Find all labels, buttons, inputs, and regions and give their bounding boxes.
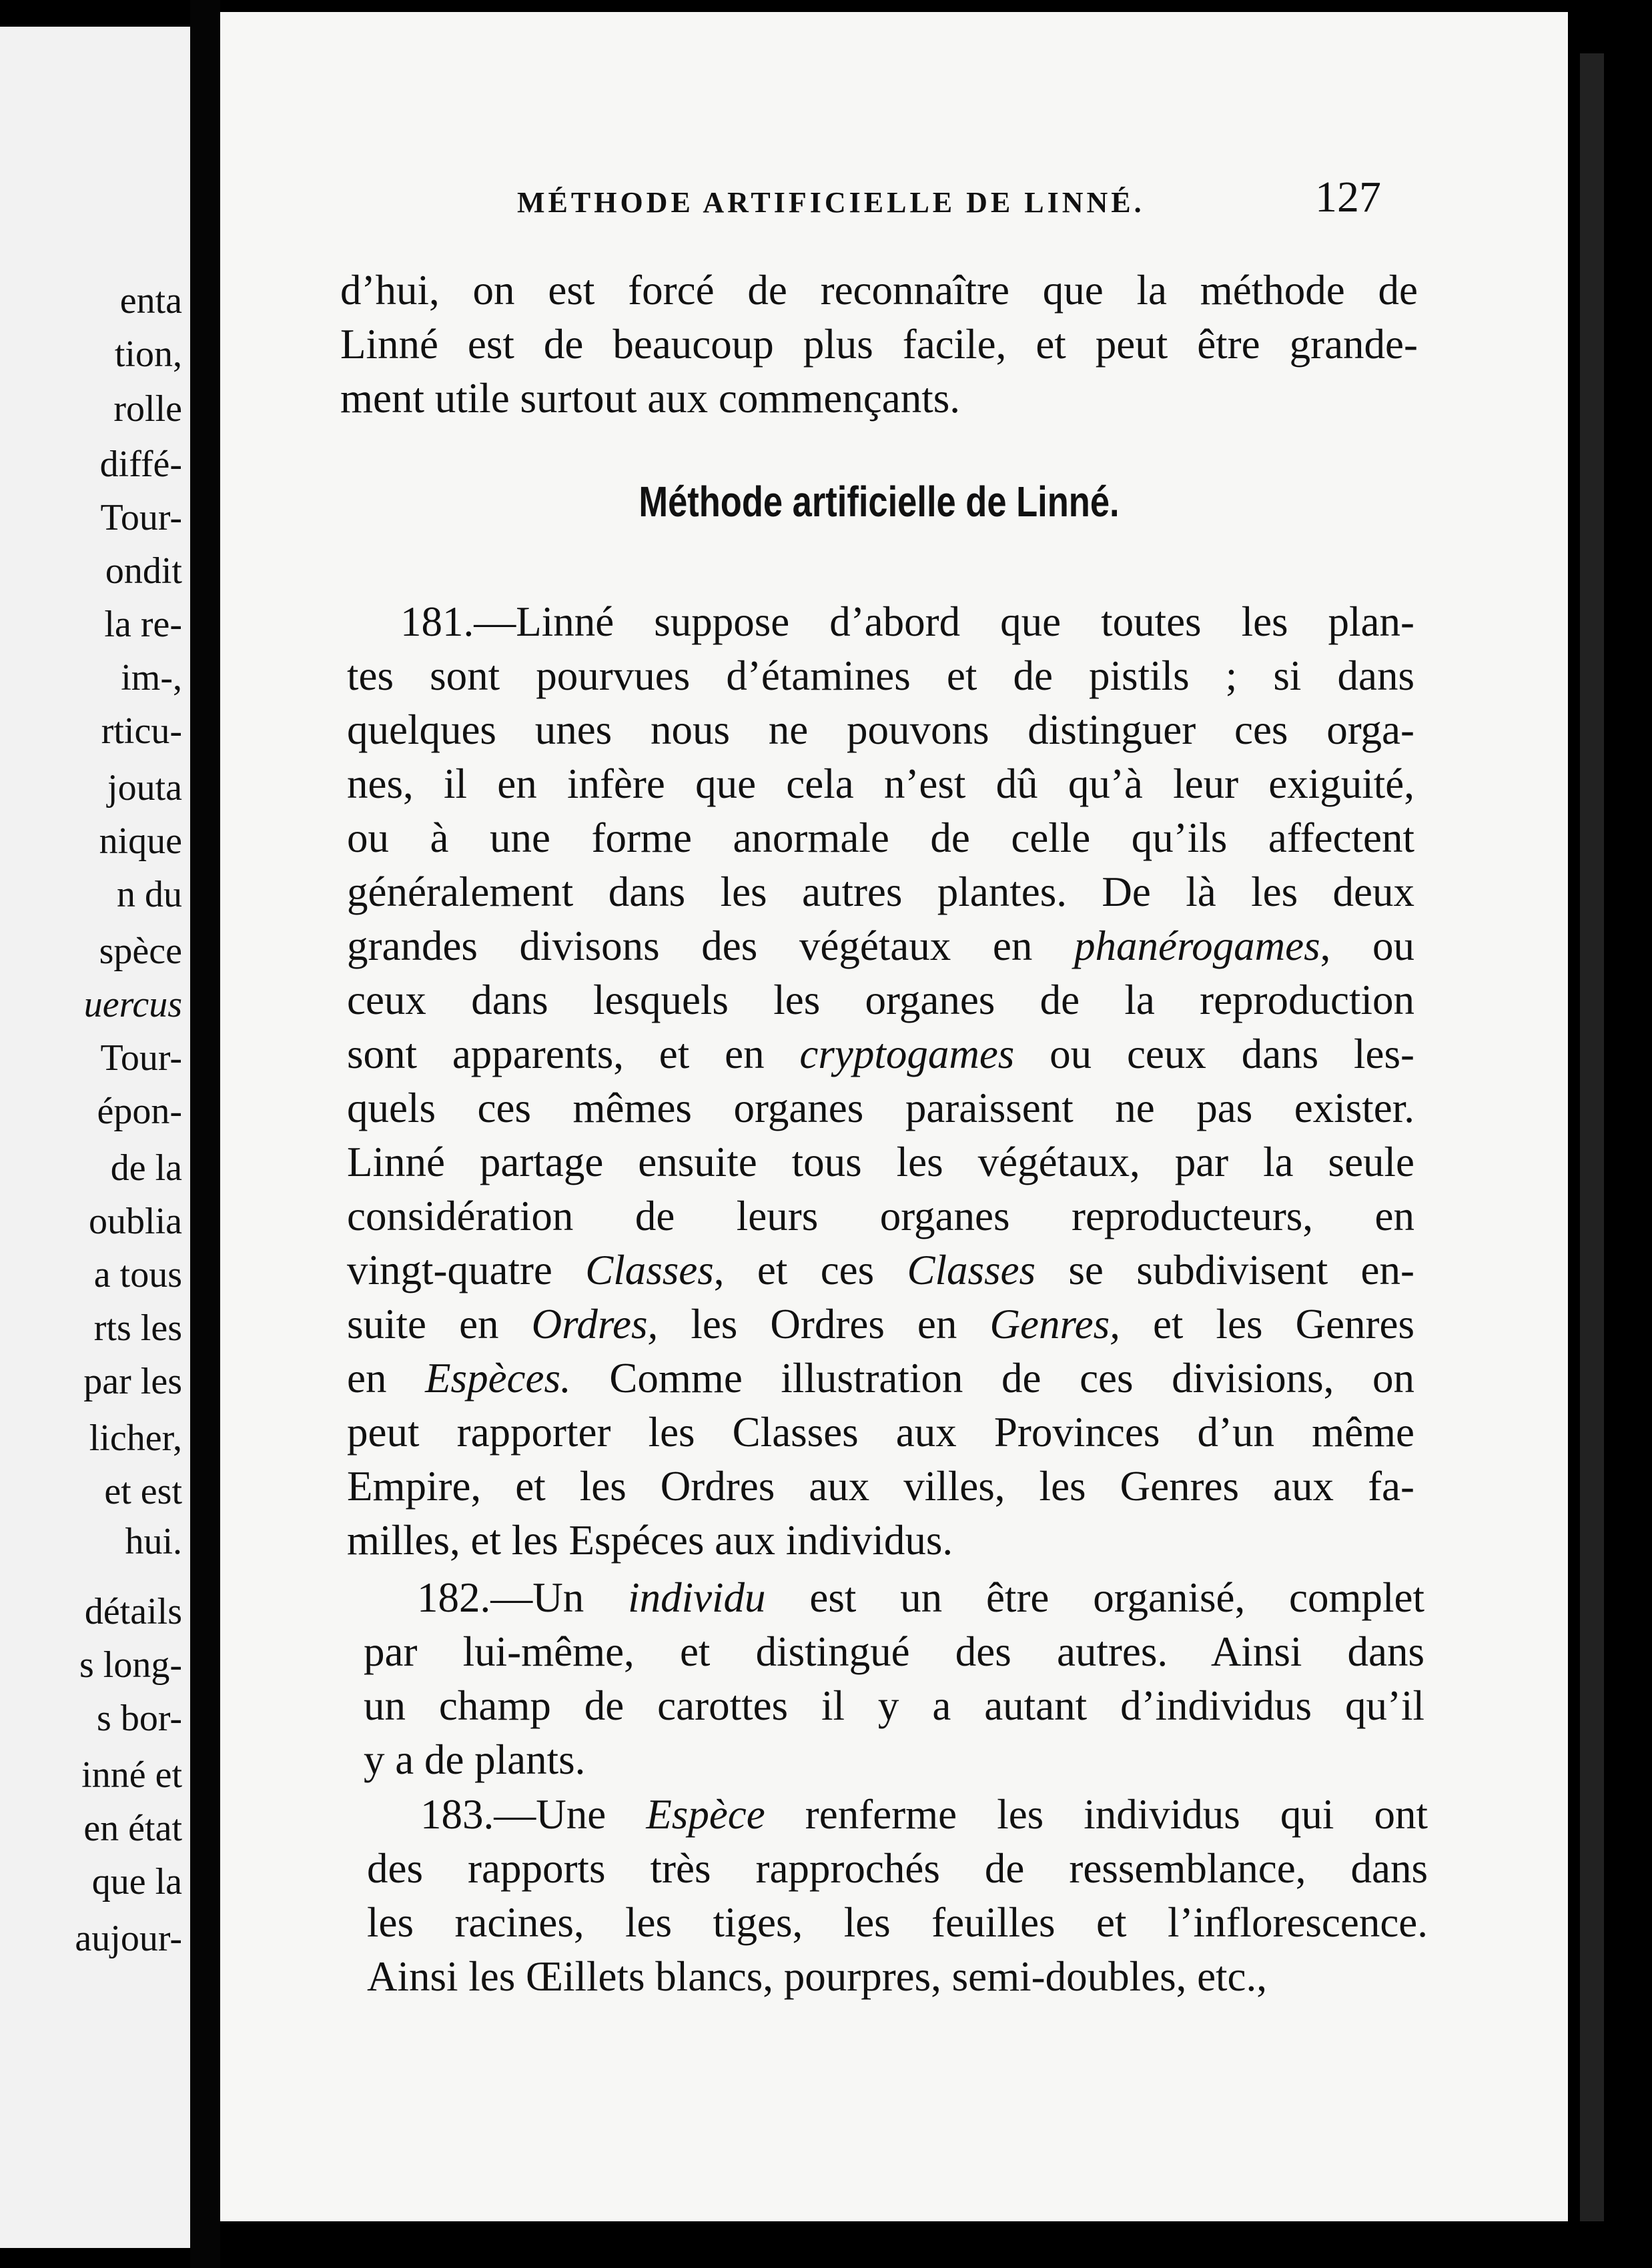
facing-page-text: de la <box>110 1147 182 1189</box>
facing-page-text: jouta <box>107 767 182 808</box>
text-line: généralement dans les autres plantes. De là les deux <box>347 869 1414 915</box>
text-line: 182.—Un individu est un être organisé, complet <box>417 1574 1424 1621</box>
paragraph-183 <box>367 1788 1428 2004</box>
page-number: 127 <box>1315 173 1381 221</box>
text-line: Empire, et les Ordres aux villes, les Genres aux fa- <box>347 1463 1414 1510</box>
running-title: MÉTHODE ARTIFICIELLE DE LINNÉ. <box>517 186 1145 219</box>
text-line: en Espèces. Comme illustration de ces divisions, on <box>347 1355 1415 1401</box>
facing-page-text: ondit <box>105 550 182 592</box>
text-line: sont apparents, et en cryptogames ou ceux dans les- <box>347 1031 1414 1077</box>
facing-page-text: licher, <box>89 1418 182 1459</box>
facing-page-text: diffé- <box>99 444 182 485</box>
facing-page-text: tion, <box>114 334 182 375</box>
text-line: quelques unes nous ne pouvons distinguer ces orga- <box>347 706 1414 753</box>
facing-page-text: im-, <box>121 657 182 698</box>
running-head <box>294 172 1381 225</box>
text-line: grandes divisons des végétaux en phanérogames, ou <box>347 923 1415 969</box>
text-line: d’hui, on est forcé de reconnaître que la méthode de <box>340 267 1418 314</box>
facing-page-text: épon- <box>97 1091 182 1132</box>
facing-page-text: rolle <box>113 388 182 430</box>
facing-page-text: en état <box>83 1808 182 1849</box>
facing-page-text: s long- <box>79 1644 182 1686</box>
facing-page-text: hui. <box>125 1521 182 1562</box>
text-line: vingt-quatre Classes, et ces Classes se subdivisent en- <box>347 1247 1414 1293</box>
facing-page-text: oublia <box>89 1201 182 1242</box>
text-line: ou à une forme anormale de celle qu’ils affectent <box>347 814 1414 861</box>
text-line: 181.—Linné suppose d’abord que toutes les plan- <box>400 598 1414 645</box>
facing-page-text: inné et <box>81 1754 182 1796</box>
intro-paragraph <box>340 263 1418 426</box>
text-line: milles, et les Espéces aux individus. <box>347 1517 953 1564</box>
facing-page-text: a tous <box>93 1254 182 1295</box>
text-line: suite en Ordres, les Ordres en Genres, et les Genres <box>347 1301 1414 1347</box>
facing-page-text: s bor- <box>97 1698 182 1739</box>
facing-page-text: n du <box>117 874 182 915</box>
facing-page-text: la re- <box>104 604 182 645</box>
text-line: peut rapporter les Classes aux Provinces d’un même <box>347 1409 1414 1456</box>
text-line: considération de leurs organes reproducteurs, en <box>347 1193 1414 1239</box>
facing-page-text: enta <box>119 280 182 322</box>
text-line: tes sont pourvues d’étamines et de pistils ; si dans <box>347 652 1414 699</box>
text-line: y a de plants. <box>364 1736 586 1783</box>
facing-page-text: rts les <box>93 1307 182 1349</box>
facing-page-text: nique <box>99 820 182 862</box>
book-gutter <box>190 0 220 2268</box>
facing-page-text: que la <box>91 1861 182 1902</box>
text-line: par lui-même, et distingué des autres. Ainsi dans <box>364 1628 1424 1675</box>
facing-page-text: détails <box>84 1591 182 1632</box>
text-line: Ainsi les Œillets blancs, pourpres, semi-doubles, etc., <box>367 1953 1268 2000</box>
facing-page-text: spèce <box>99 931 182 972</box>
facing-page-text: par les <box>83 1361 182 1402</box>
text-line: ment utile surtout aux commençants. <box>340 375 961 422</box>
text-line: ceux dans lesquels les organes de la reproduction <box>347 977 1414 1023</box>
paragraph-181 <box>347 595 1414 1568</box>
text-line: nes, il en infère que cela n’est dû qu’à leur exiguité, <box>347 760 1414 807</box>
section-heading: Méthode artificielle de Linné. <box>639 478 1120 526</box>
facing-page-text: Tour- <box>100 497 182 538</box>
facing-page-text: rticu- <box>101 710 182 752</box>
text-line: Linné partage ensuite tous les végétaux, par la seule <box>347 1139 1414 1185</box>
paragraph-182 <box>364 1571 1424 1787</box>
facing-page-fragment <box>0 27 194 2248</box>
facing-page-text: aujour- <box>75 1918 182 1959</box>
page-edge <box>1568 0 1652 2268</box>
text-line: quels ces mêmes organes paraissent ne pas exister. <box>347 1085 1414 1131</box>
text-line: des rapports très rapprochés de ressemblance, dans <box>367 1845 1428 1892</box>
facing-page-text: uercus <box>83 984 182 1025</box>
facing-page-text: et est <box>104 1471 182 1512</box>
text-line: un champ de carottes il y a autant d’individus qu’il <box>364 1682 1424 1729</box>
text-line: Linné est de beaucoup plus facile, et peut être grande- <box>340 321 1418 368</box>
facing-page-text: Tour- <box>100 1037 182 1079</box>
text-line: 183.—Une Espèce renferme les individus qui ont <box>420 1791 1428 1838</box>
text-line: les racines, les tiges, les feuilles et l’inflorescence. <box>367 1899 1428 1946</box>
